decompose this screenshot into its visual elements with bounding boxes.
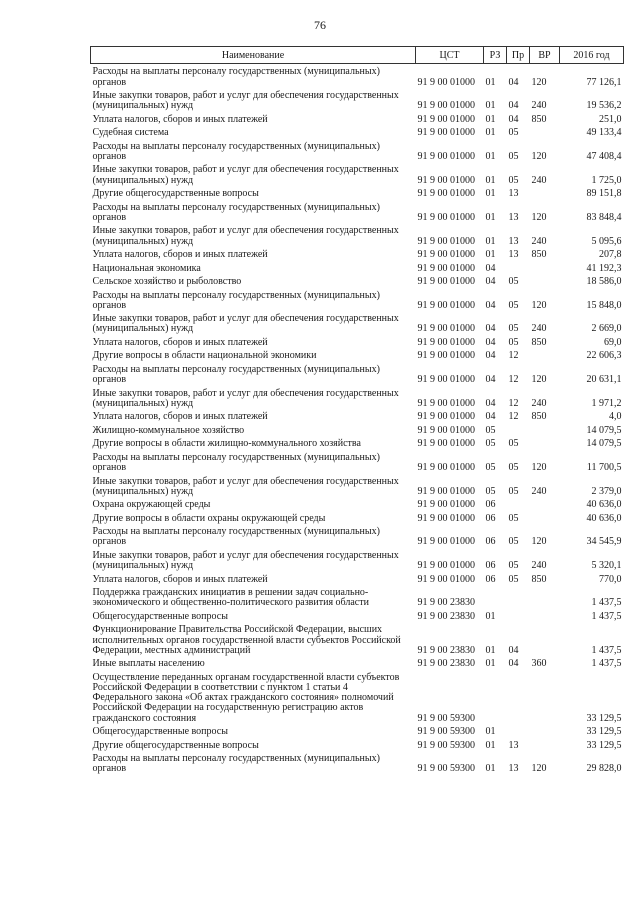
header-pr: Пр [507,47,530,64]
row-vr [530,423,560,437]
row-cst: 91 9 00 01000 [417,512,475,524]
table-row [91,409,624,423]
row-cst: 91 9 00 01000 [417,299,475,311]
table-row [91,274,624,288]
table-row [91,223,624,247]
row-pr: 04 [508,113,519,125]
table-row [91,385,624,409]
row-pr: 05 [508,512,519,524]
row-name: Иные закупки товаров, работ и услуг для обеспечения государственных (муниципальных) нужд [92,549,399,572]
row-cst: 91 9 00 01000 [417,336,475,348]
page-number: 76 [314,18,326,32]
row-sum: 83 848,4 [586,211,622,223]
row-pr: 13 [508,235,519,247]
row-name: Другие общегосударственные вопросы [92,188,259,200]
table-row [91,656,624,670]
row-name: Уплата налогов, сборов и иных платежей [92,113,268,125]
row-rz: 04 [485,299,496,311]
row-cst: 91 9 00 23830 [417,658,475,670]
row-cst: 91 9 00 01000 [417,150,475,162]
table-row [91,585,624,609]
row-pr: 12 [508,411,519,423]
row-sum: 5 320,1 [591,560,622,572]
row-name: Другие вопросы в области жилищно-коммунального хозяйства [92,438,361,450]
table-row [91,199,624,223]
row-sum: 69,0 [604,336,622,348]
row-vr: 850 [531,249,547,261]
row-cst: 91 9 00 59300 [417,726,475,738]
table-row [91,138,624,162]
row-pr [507,497,530,511]
row-rz [484,585,507,609]
row-pr: 04 [508,76,519,88]
row-rz: 01 [485,726,496,738]
table-row [91,335,624,349]
row-vr [530,622,560,656]
row-cst: 91 9 00 01000 [417,113,475,125]
row-name: Расходы на выплаты персоналу государственных (муниципальных) органов [92,201,380,223]
row-name: Другие вопросы в области охраны окружающей среды [92,512,326,524]
row-vr [530,274,560,288]
header-rz: РЗ [484,47,507,64]
row-vr: 850 [531,411,547,423]
row-sum: 77 126,1 [586,76,622,88]
row-vr: 120 [531,536,547,548]
row-pr: 05 [508,438,519,450]
row-vr [530,497,560,511]
row-cst: 91 9 00 23830 [417,597,475,609]
row-vr: 240 [531,235,547,247]
row-sum: 14 079,5 [586,424,622,436]
row-sum: 207,8 [599,249,622,261]
row-vr [530,724,560,738]
table-row [91,622,624,656]
row-rz: 01 [485,235,496,247]
table-header-row [91,47,624,64]
row-vr: 240 [531,100,547,112]
row-pr: 12 [508,397,519,409]
row-rz: 01 [485,763,496,775]
row-pr: 13 [508,763,519,775]
row-cst: 91 9 00 01000 [417,249,475,261]
row-name: Иные закупки товаров, работ и услуг для обеспечения государственных (муниципальных) нужд [92,387,399,409]
row-name: Общегосударственные вопросы [92,726,228,738]
row-cst: 91 9 00 01000 [417,499,475,511]
row-sum: 770,0 [599,573,622,585]
row-sum: 1 437,5 [591,610,622,622]
row-cst: 91 9 00 01000 [417,573,475,585]
row-vr: 120 [531,211,547,223]
row-sum: 1 971,2 [591,397,622,409]
row-rz: 01 [485,127,496,139]
row-cst: 91 9 00 59300 [417,739,475,751]
row-rz: 06 [485,512,496,524]
row-cst: 91 9 00 01000 [417,100,475,112]
row-rz: 05 [485,485,496,497]
row-name: Расходы на выплаты персоналу государственных (муниципальных) органов [92,363,380,386]
row-vr [530,348,560,362]
row-sum: 33 129,5 [586,712,622,724]
row-cst: 91 9 00 01000 [417,235,475,247]
row-sum: 14 079,5 [586,438,622,450]
table-row [91,186,624,200]
row-name: Расходы на выплаты персоналу государственных (муниципальных) органов [92,753,380,775]
row-pr: 04 [508,644,519,656]
header-sum: 2016 год [560,47,624,64]
row-sum: 29 828,0 [586,763,622,775]
header-cst: ЦСТ [416,47,484,64]
row-vr [530,669,560,723]
row-rz: 01 [485,211,496,223]
row-name: Поддержка гражданских инициатив в решении задач социально-экономического и общественно-политического развития области [92,587,369,609]
row-rz: 06 [485,499,496,511]
row-name: Уплата налогов, сборов и иных платежей [92,573,268,585]
row-name: Иные закупки товаров, работ и услуг для обеспечения государственных (муниципальных) нужд [92,225,399,247]
row-cst: 91 9 00 01000 [417,76,475,88]
row-sum: 2 669,0 [591,323,622,335]
budget-table [90,46,624,774]
table-row [91,751,624,775]
row-name: Уплата налогов, сборов и иных платежей [92,336,268,348]
row-sum: 20 631,1 [586,374,622,386]
row-cst: 91 9 00 01000 [417,350,475,362]
row-sum: 1 437,5 [591,644,622,656]
row-name: Другие общегосударственные вопросы [92,739,259,751]
row-name: Функционирование Правительства Российской Федерации, высших исполнительных органов государственной власти субъектов Российской Федерации, местных администраций [92,624,401,656]
row-cst: 91 9 00 01000 [417,438,475,450]
row-vr: 120 [531,299,547,311]
row-vr [530,260,560,274]
row-pr [507,260,530,274]
row-pr: 13 [508,211,519,223]
row-vr: 120 [531,374,547,386]
row-rz: 05 [485,424,496,436]
row-rz: 04 [485,276,496,288]
row-rz: 01 [485,100,496,112]
row-cst: 91 9 00 01000 [417,462,475,474]
row-pr: 13 [508,249,519,261]
table-row [91,510,624,524]
row-cst: 91 9 00 01000 [417,485,475,497]
table-row [91,362,624,386]
row-name: Охрана окружающей среды [92,499,211,511]
row-name: Иные закупки товаров, работ и услуг для обеспечения государственных (муниципальных) нужд [92,164,399,186]
row-pr: 05 [508,174,519,186]
row-name: Национальная экономика [92,262,201,274]
row-vr: 850 [531,113,547,125]
table-body [91,64,624,775]
row-cst: 91 9 00 59300 [417,763,475,775]
row-sum: 18 586,0 [586,276,622,288]
row-pr [507,724,530,738]
row-rz: 05 [485,438,496,450]
row-vr: 240 [531,560,547,572]
row-sum: 251,0 [599,113,622,125]
row-vr: 120 [531,462,547,474]
row-sum: 5 095,6 [591,235,622,247]
table-row [91,311,624,335]
row-rz: 06 [485,560,496,572]
row-rz [484,669,507,723]
row-pr: 13 [508,739,519,751]
row-sum: 22 606,3 [586,350,622,362]
row-rz: 01 [485,644,496,656]
table-row [91,287,624,311]
row-pr: 05 [508,323,519,335]
row-rz: 01 [485,188,496,200]
row-cst: 91 9 00 01000 [417,174,475,186]
row-pr: 05 [508,299,519,311]
row-cst: 91 9 00 01000 [417,323,475,335]
row-cst: 91 9 00 01000 [417,188,475,200]
row-pr: 04 [508,658,519,670]
row-cst: 91 9 00 01000 [417,397,475,409]
table-row [91,348,624,362]
row-name: Иные выплаты населению [92,658,205,670]
row-sum: 11 700,5 [586,462,622,474]
row-rz: 01 [485,113,496,125]
row-pr: 05 [508,536,519,548]
row-vr: 240 [531,397,547,409]
table-row [91,737,624,751]
row-name: Расходы на выплаты персоналу государственных (муниципальных) органов [92,451,380,474]
row-name: Уплата налогов, сборов и иных платежей [92,249,268,261]
row-rz: 04 [485,262,496,274]
row-rz: 05 [485,462,496,474]
row-pr: 05 [508,336,519,348]
row-rz: 01 [485,739,496,751]
table-row [91,473,624,497]
row-cst: 91 9 00 01000 [417,374,475,386]
row-name: Судебная система [92,127,169,139]
row-cst: 91 9 00 23830 [417,644,475,656]
row-pr: 13 [508,188,519,200]
row-sum: 40 636,0 [586,499,622,511]
row-sum: 49 133,4 [586,127,622,139]
row-rz: 01 [485,249,496,261]
row-pr: 05 [508,573,519,585]
table-row [91,524,624,548]
row-vr: 360 [531,658,547,670]
row-sum: 33 129,5 [586,726,622,738]
row-rz: 04 [485,411,496,423]
row-sum: 47 408,4 [586,150,622,162]
table-row [91,88,624,112]
header-name: Наименование [91,47,416,64]
row-cst: 91 9 00 59300 [417,712,475,724]
table-row [91,436,624,450]
table-row [91,724,624,738]
row-pr [507,585,530,609]
table-row [91,423,624,437]
row-sum: 33 129,5 [586,739,622,751]
row-sum: 89 151,8 [586,188,622,200]
row-rz: 04 [485,374,496,386]
row-name: Расходы на выплаты персоналу государственных (муниципальных) органов [92,289,380,311]
table-row [91,162,624,186]
table-row [91,125,624,139]
row-pr: 05 [508,560,519,572]
row-name: Иные закупки товаров, работ и услуг для обеспечения государственных (муниципальных) нужд [92,475,399,497]
row-cst: 91 9 00 01000 [417,211,475,223]
row-sum: 1 437,5 [591,658,622,670]
row-rz: 04 [485,323,496,335]
row-name: Уплата налогов, сборов и иных платежей [92,411,268,423]
row-pr: 12 [508,374,519,386]
row-name: Осуществление переданных органам государственной власти субъектов Российской Федерации в соответствии с пунктом 1 статьи 4 Федерального закона «Об актах гражданского состояния» полномочий Российской Федерации на государственную регистрацию актов гражданского состояния [92,671,400,724]
row-vr: 850 [531,336,547,348]
row-vr [530,737,560,751]
row-rz: 01 [485,150,496,162]
row-sum: 1 725,0 [591,174,622,186]
table-row [91,260,624,274]
row-vr [530,609,560,623]
row-pr [507,609,530,623]
row-vr: 240 [531,323,547,335]
row-rz: 04 [485,350,496,362]
row-name: Иные закупки товаров, работ и услуг для обеспечения государственных (муниципальных) нужд [92,313,399,335]
row-vr: 850 [531,573,547,585]
row-rz: 01 [485,76,496,88]
row-sum: 41 192,3 [586,262,622,274]
row-rz: 04 [485,336,496,348]
row-cst: 91 9 00 01000 [417,536,475,548]
table-row [91,669,624,723]
row-vr: 120 [531,763,547,775]
table-row [91,609,624,623]
table-row [91,247,624,261]
row-name: Другие вопросы в области национальной экономики [92,350,317,362]
row-vr [530,125,560,139]
row-cst: 91 9 00 01000 [417,127,475,139]
table-row [91,450,624,474]
row-name: Расходы на выплаты персоналу государственных (муниципальных) органов [92,140,380,162]
row-rz: 01 [485,658,496,670]
row-name: Расходы на выплаты персоналу государственных (муниципальных) органов [92,526,380,548]
row-cst: 91 9 00 01000 [417,424,475,436]
table-row [91,111,624,125]
row-sum: 19 536,2 [586,100,622,112]
row-pr: 04 [508,100,519,112]
table-row [91,571,624,585]
row-sum: 34 545,9 [586,536,622,548]
row-pr: 05 [508,276,519,288]
row-name: Сельское хозяйство и рыболовство [92,276,242,288]
row-pr: 05 [508,485,519,497]
row-pr [507,423,530,437]
row-vr: 240 [531,174,547,186]
row-pr: 05 [508,150,519,162]
row-name: Иные закупки товаров, работ и услуг для обеспечения государственных (муниципальных) нужд [92,90,399,112]
row-name: Общегосударственные вопросы [92,610,228,622]
row-sum: 40 636,0 [586,512,622,524]
row-vr: 240 [531,485,547,497]
row-sum: 4,0 [609,411,622,423]
row-name: Расходы на выплаты персоналу государственных (муниципальных) органов [92,66,380,88]
row-cst: 91 9 00 01000 [417,560,475,572]
row-cst: 91 9 00 01000 [417,276,475,288]
row-sum: 15 848,0 [586,299,622,311]
row-rz: 06 [485,536,496,548]
table-row [91,64,624,88]
row-vr [530,585,560,609]
row-cst: 91 9 00 01000 [417,262,475,274]
row-rz: 01 [485,610,496,622]
row-pr [507,669,530,723]
table-row [91,548,624,572]
table-row [91,497,624,511]
row-vr [530,186,560,200]
row-vr [530,436,560,450]
row-rz: 04 [485,397,496,409]
row-vr: 120 [531,76,547,88]
header-vr: ВР [530,47,560,64]
row-vr: 120 [531,150,547,162]
row-rz: 06 [485,573,496,585]
row-sum: 2 379,0 [591,485,622,497]
row-sum: 1 437,5 [591,597,622,609]
row-pr: 12 [508,350,519,362]
row-pr: 05 [508,462,519,474]
row-cst: 91 9 00 23830 [417,610,475,622]
row-rz: 01 [485,174,496,186]
row-pr: 05 [508,127,519,139]
row-vr [530,510,560,524]
row-name: Жилищно-коммунальное хозяйство [92,424,245,436]
row-cst: 91 9 00 01000 [417,411,475,423]
